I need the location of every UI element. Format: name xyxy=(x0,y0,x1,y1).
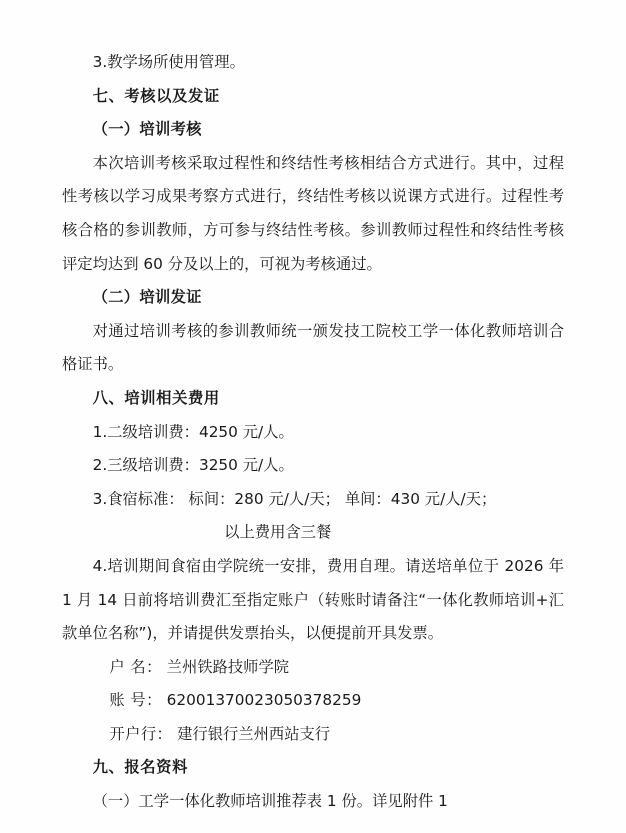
section-heading-fees: 八、培训相关费用 xyxy=(92,388,220,407)
bank-account-name-line xyxy=(62,651,564,685)
bank-branch-label: 开户行： xyxy=(109,724,173,743)
bank-account-number-line xyxy=(62,684,564,718)
section-heading-registration-materials: 九、报名资料 xyxy=(92,758,188,777)
bank-account-name-label: 户 名： xyxy=(109,657,162,676)
subsection-heading-training-assessment: （一）培训考核 xyxy=(92,120,202,139)
bank-account-number-label: 账 号： xyxy=(109,691,162,710)
paragraph-meals-note: 以上费用含三餐 xyxy=(224,523,332,542)
bank-branch-line xyxy=(62,718,564,752)
paragraph-payment-detail: 4.培训期间食宿由学院统一安排，费用自理。请送培单位于 2026 年 1 月 14 日前将培训费汇至指定账户（转账时请备注“一体化教师培训+汇款单位名称”)，并请提供发票抬头，以便提前开具发票。 xyxy=(62,556,564,643)
bank-branch-value: 建行银行兰州西站支行 xyxy=(177,724,331,743)
paragraph-accommodation-standard: 3.食宿标准： 标间：280 元/人/天； 单间：430 元/人/天； xyxy=(92,489,497,508)
paragraph-fee-level3: 2.三级培训费：3250 元/人。 xyxy=(92,456,294,475)
bank-account-number-value: 62001370023050378259 xyxy=(166,691,362,710)
bank-account-name-value: 兰州铁路技师学院 xyxy=(166,657,290,676)
paragraph-teaching-venue: 3.教学场所使用管理。 xyxy=(92,53,245,71)
document-body xyxy=(62,46,564,819)
subsection-heading-certificate: （二）培训发证 xyxy=(92,288,202,307)
paragraph-certificate-detail: 对通过培训考核的参训教师统一颁发技工院校工学一体化教师培训合格证书。 xyxy=(62,321,564,374)
paragraph-assessment-detail: 本次培训考核采取过程性和终结性考核相结合方式进行。其中，过程性考核以学习成果考察方式进行，终结性考核以说课方式进行。过程性考核合格的参训教师，方可参与终结性考核。参训教师过程性和终结性考核评定均达到 60 分及以上的，可视为考核通过。 xyxy=(62,153,564,273)
paragraph-attachment-one: （一）工学一体化教师培训推荐表 1 份。详见附件 1 xyxy=(92,792,448,811)
paragraph-fee-level2: 1.二级培训费：4250 元/人。 xyxy=(92,422,294,441)
section-heading-assessment: 七、考核以及发证 xyxy=(92,86,220,105)
